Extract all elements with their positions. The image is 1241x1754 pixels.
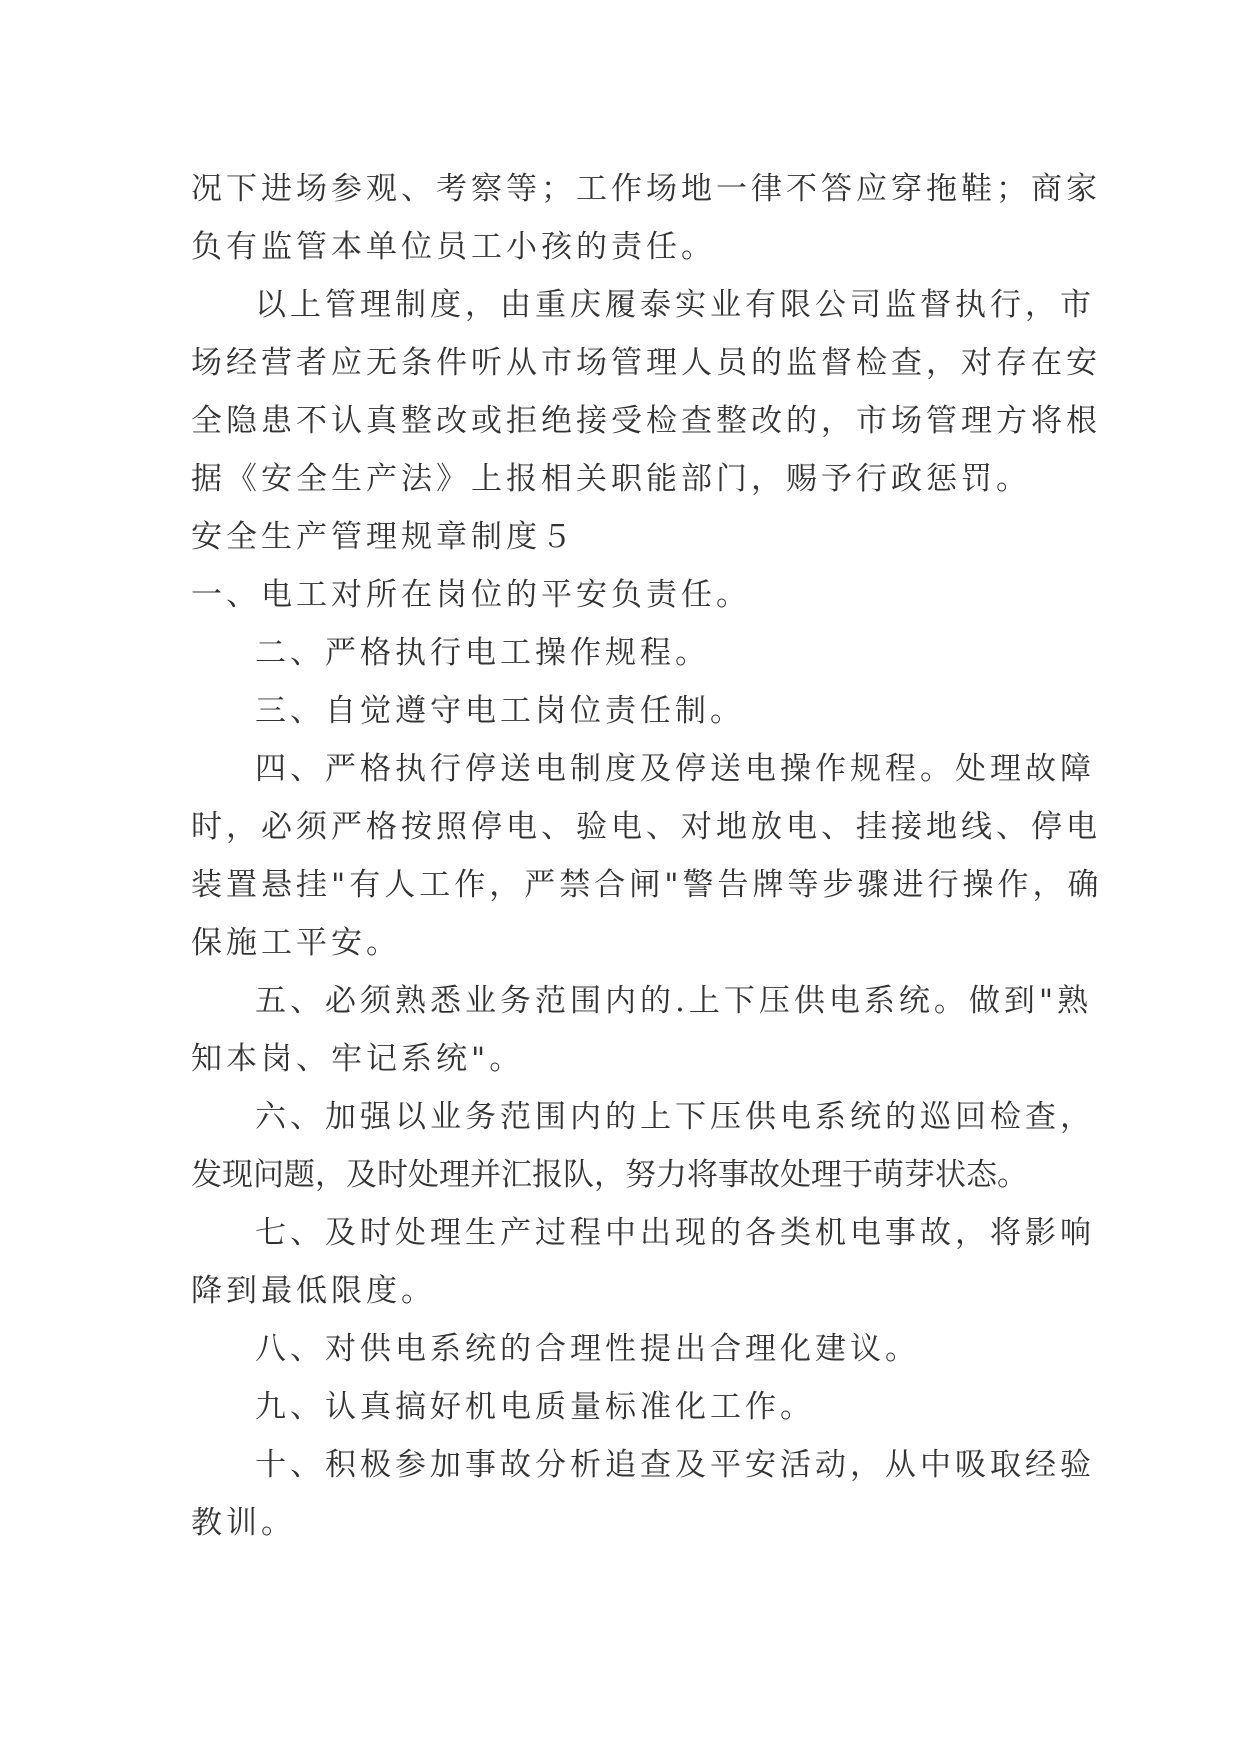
text-line: 降到最低限度。 xyxy=(191,1273,436,1309)
text-line: 场经营者应无条件听从市场管理人员的监督检查，对存在安 xyxy=(191,345,1101,381)
list-item-7: 七、及时处理生产过程中出现的各类机电事故，将影响 xyxy=(255,1215,1095,1251)
text-line: 全隐患不认真整改或拒绝接受检查整改的，市场管理方将根 xyxy=(191,403,1101,439)
text-line: 知本岗、牢记系统"。 xyxy=(191,1041,525,1077)
section-heading: 安全生产管理规章制度５ xyxy=(191,519,576,555)
text-line: 保施工平安。 xyxy=(191,925,401,961)
list-item-10: 十、积极参加事故分析追查及平安活动，从中吸取经验 xyxy=(255,1447,1095,1483)
document-body xyxy=(191,160,1103,1552)
list-item-9: 九、认真搞好机电质量标准化工作。 xyxy=(255,1389,815,1425)
text-line: 况下进场参观、考察等；工作场地一律不答应穿拖鞋；商家 xyxy=(191,171,1101,207)
text-line: 负有监管本单位员工小孩的责任。 xyxy=(191,229,716,265)
list-item-1: 一、电工对所在岗位的平安负责任。 xyxy=(191,577,751,613)
list-item-5: 五、必须熟悉业务范围内的.上下压供电系统。做到"熟 xyxy=(255,983,1093,1019)
text-line: 发现问题，及时处理并汇报队，努力将事故处理于萌芽状态。 xyxy=(191,1157,1028,1193)
list-item-2: 二、严格执行电工操作规程。 xyxy=(255,635,710,671)
list-item-4: 四、严格执行停送电制度及停送电操作规程。处理故障 xyxy=(255,751,1095,787)
list-item-3: 三、自觉遵守电工岗位责任制。 xyxy=(255,693,745,729)
text-line: 时，必须严格按照停电、验电、对地放电、挂接地线、停电 xyxy=(191,809,1101,845)
list-item-8: 八、对供电系统的合理性提出合理化建议。 xyxy=(255,1331,920,1367)
list-item-6: 六、加强以业务范围内的上下压供电系统的巡回检查， xyxy=(255,1099,1095,1135)
text-line: 装置悬挂"有人工作，严禁合闸"警告牌等步骤进行操作，确 xyxy=(191,867,1103,903)
paragraph-first-line: 以上管理制度，由重庆履泰实业有限公司监督执行，市 xyxy=(255,287,1095,323)
text-line: 教训。 xyxy=(191,1505,296,1541)
text-line: 据《安全生产法》上报相关职能部门，赐予行政惩罚。 xyxy=(191,461,1031,497)
